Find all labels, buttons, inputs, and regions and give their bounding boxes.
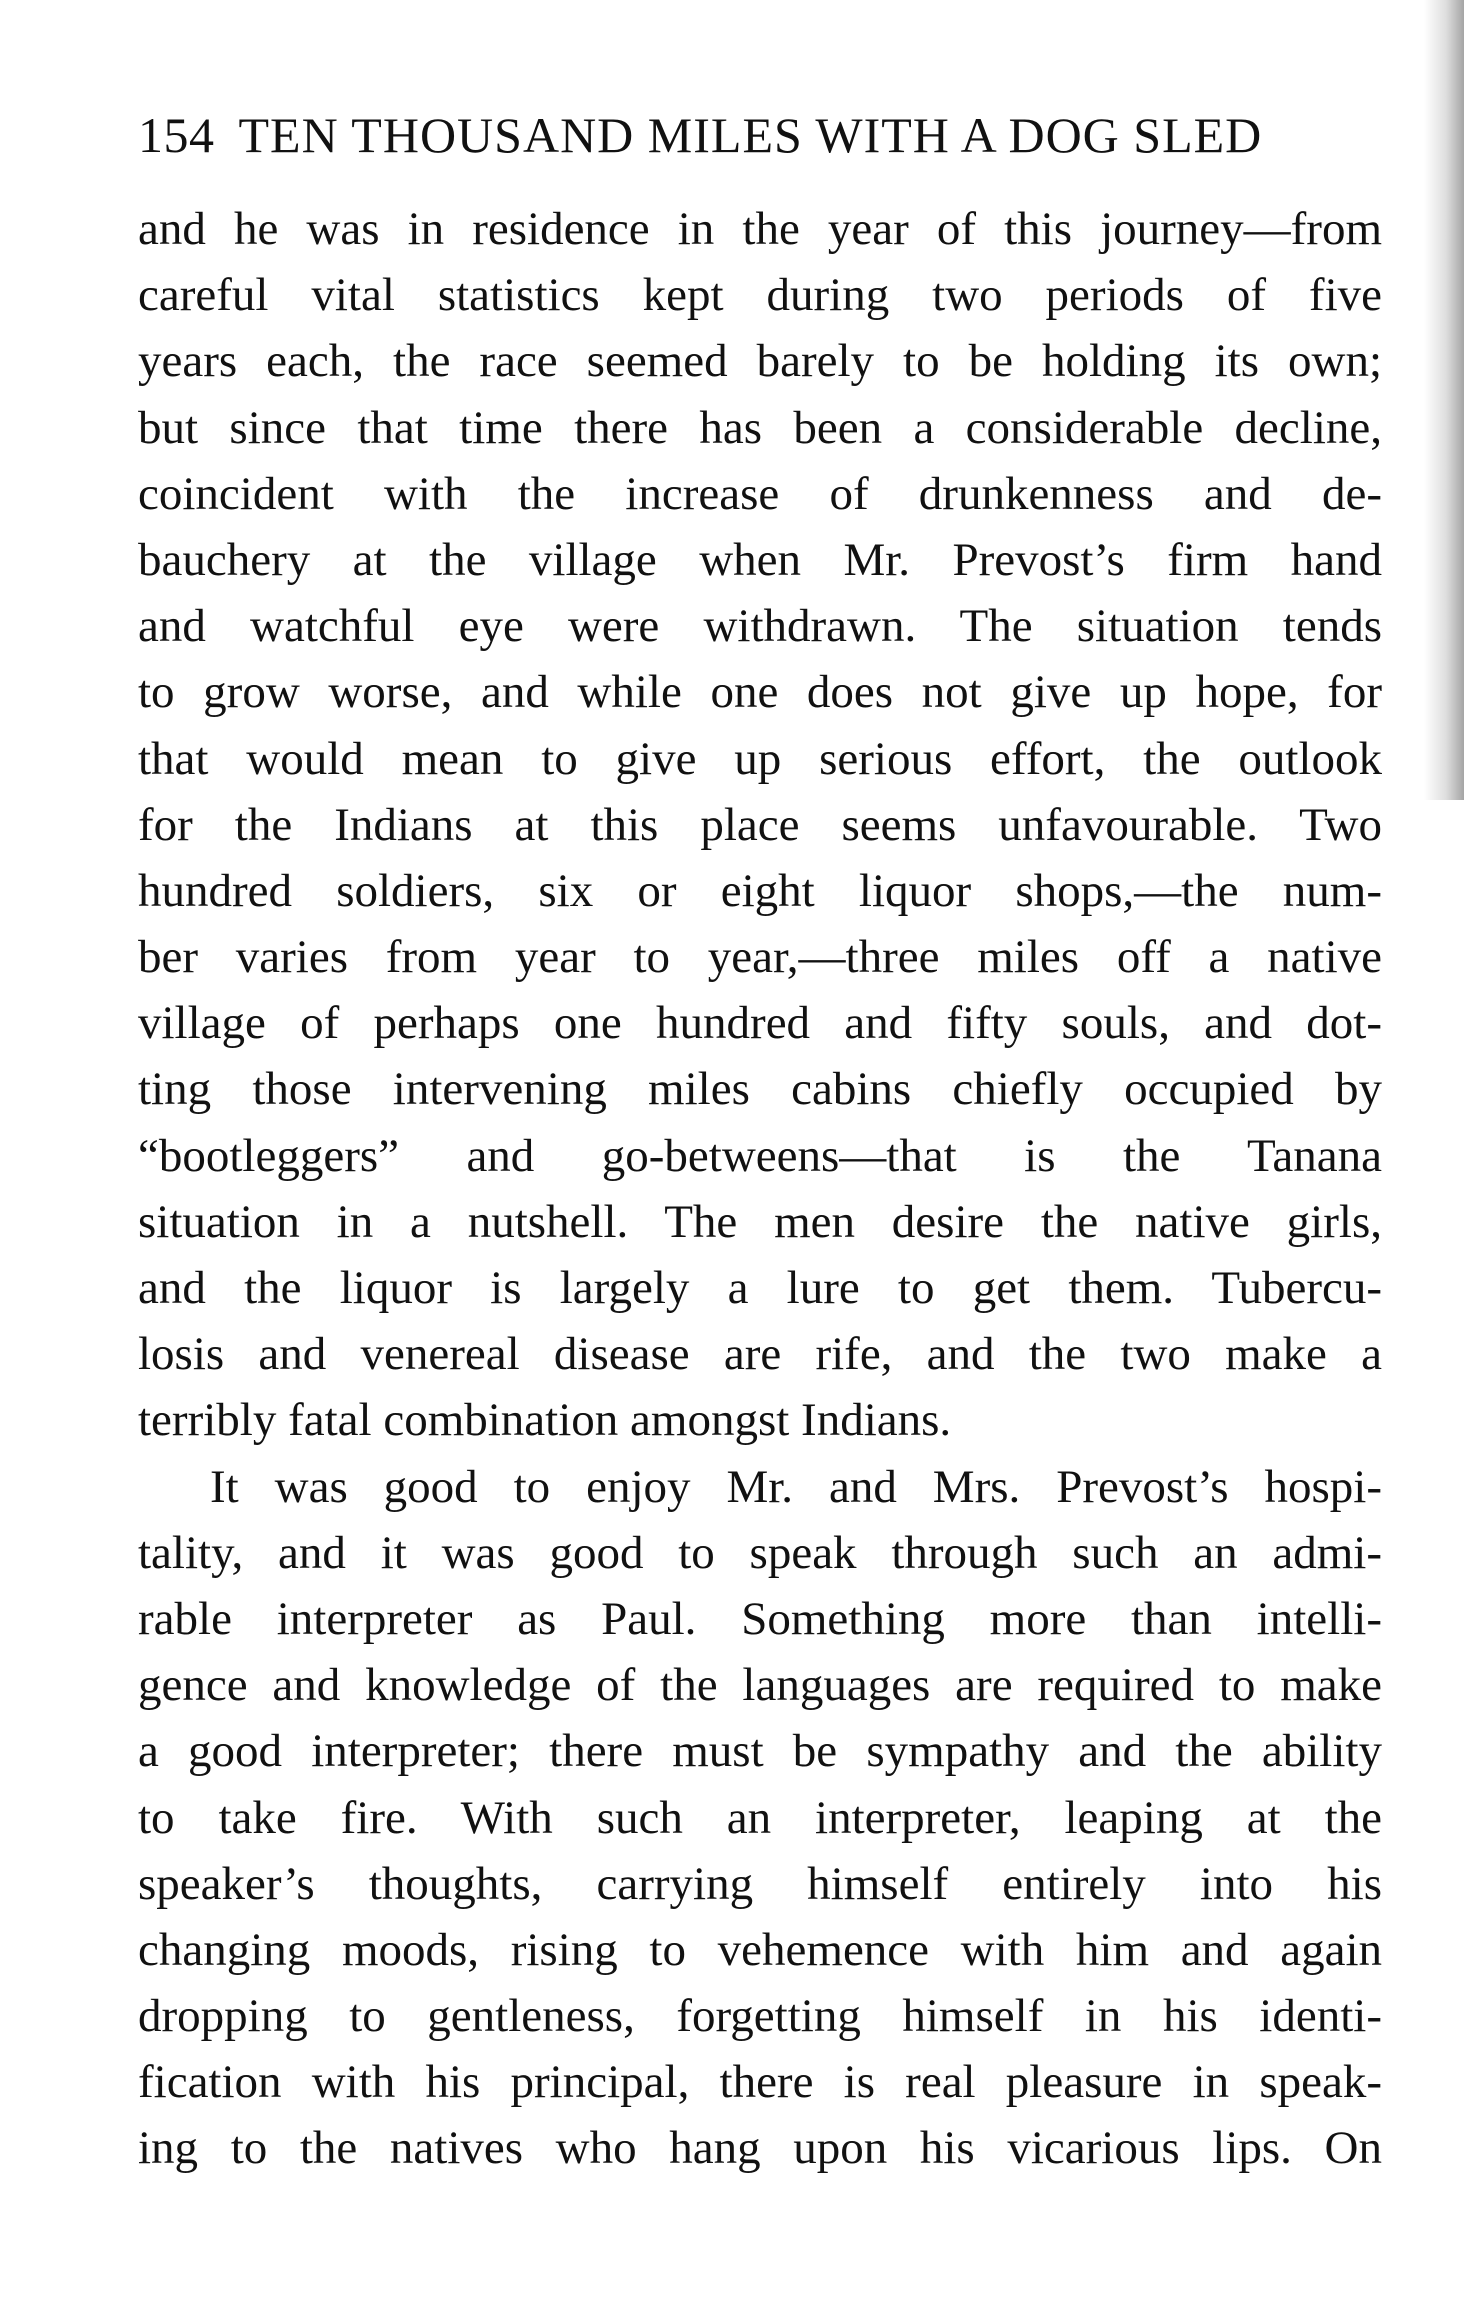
text-line: and watchful eye were withdrawn. The situation tends	[138, 600, 1382, 653]
text-line: years each, the race seemed barely to be holding its own;	[138, 335, 1382, 388]
text-line: hundred soldiers, six or eight liquor shops,—the num-	[138, 864, 1382, 917]
text-line: and the liquor is largely a lure to get them. Tubercu-	[138, 1262, 1382, 1314]
paragraph-end-line: terribly fatal combination amongst Indians.	[138, 1394, 952, 1447]
text-line: a good interpreter; there must be sympathy and the ability	[138, 1725, 1382, 1778]
text-line: ting those intervening miles cabins chiefly occupied by	[138, 1063, 1382, 1116]
text-line: village of perhaps one hundred and fifty souls, and dot-	[138, 997, 1382, 1050]
text-line: speaker’s thoughts, carrying himself entirely into his	[138, 1857, 1382, 1910]
body-text	[138, 196, 1382, 2182]
text-line: ber varies from year to year,—three miles off a native	[138, 931, 1382, 984]
text-line: gence and knowledge of the languages are required to make	[138, 1659, 1382, 1712]
text-line: ing to the natives who hang upon his vicarious lips. On	[138, 2122, 1382, 2175]
running-head	[138, 100, 1388, 170]
text-line: coincident with the increase of drunkenness and de-	[138, 467, 1382, 520]
running-title: TEN THOUSAND MILES WITH A DOG SLED	[238, 107, 1263, 163]
text-line: fication with his principal, there is real pleasure in speak-	[138, 2056, 1382, 2109]
text-line: for the Indians at this place seems unfavourable. Two	[138, 798, 1382, 851]
text-line: rable interpreter as Paul. Something more than intelli-	[138, 1592, 1382, 1645]
text-line: careful vital statistics kept during two periods of five	[138, 269, 1382, 322]
text-line: to grow worse, and while one does not give up hope, for	[138, 666, 1382, 719]
text-line: tality, and it was good to speak through such an admi-	[138, 1526, 1382, 1579]
text-line: changing moods, rising to vehemence with him and again	[138, 1923, 1382, 1976]
page-edge-shadow	[1424, 0, 1464, 800]
text-line: to take fire. With such an interpreter, leaping at the	[138, 1791, 1382, 1844]
text-line: dropping to gentleness, forgetting himself in his identi-	[138, 1990, 1382, 2043]
text-line: losis and venereal disease are rife, and the two make a	[138, 1328, 1382, 1381]
text-line: and he was in residence in the year of this journey—from	[138, 203, 1382, 255]
text-line: but since that time there has been a considerable decline,	[138, 401, 1382, 454]
text-line: bauchery at the village when Mr. Prevost’s firm hand	[138, 533, 1382, 586]
page-number: 154	[138, 107, 215, 163]
text-line: situation in a nutshell. The men desire the native girls,	[138, 1195, 1382, 1248]
text-line: “bootleggers” and go-betweens—that is the Tanana	[138, 1129, 1382, 1182]
paragraph-start-line: It was good to enjoy Mr. and Mrs. Prevost’s hospi-	[210, 1460, 1382, 1513]
text-line: that would mean to give up serious effort, the outlook	[138, 732, 1382, 785]
